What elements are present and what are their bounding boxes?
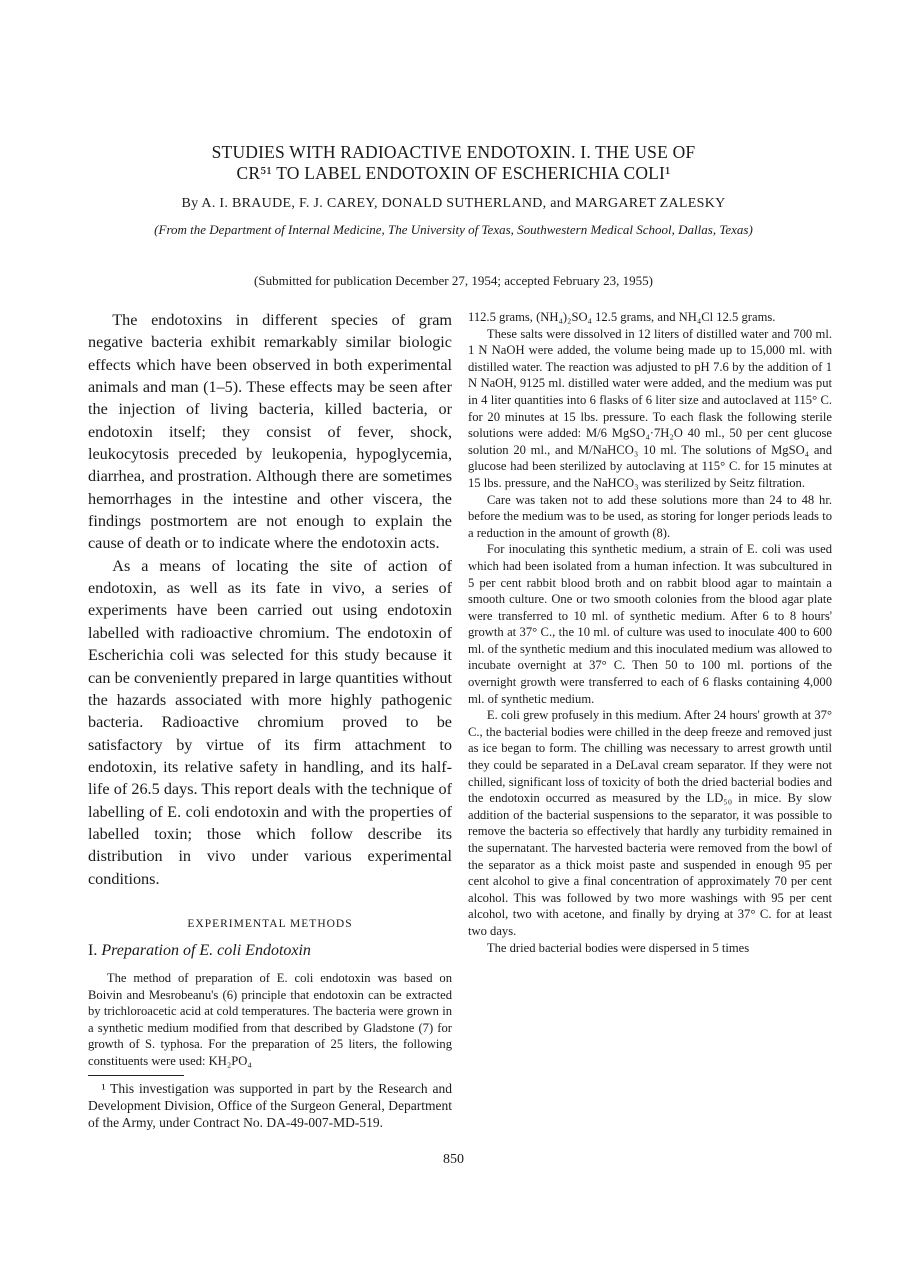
right-paragraph-6: The dried bacterial bodies were dispersed in 5 times [486, 940, 750, 955]
right-column [468, 309, 832, 956]
right-paragraph-2: These salts were dissolved in 12 liters of distilled water and 700 ml. 1 N NaOH were added, the volume being made up to 15,000 ml. with distilled water. The reaction was adjusted to pH 7.6 by the addition of 1 N NaOH, 9125 ml. distilled water were added, and the medium was put in 4 liter quantities into 6 flasks of 6 liter size and autoclaved at 115° C. for 20 minutes at 15 lbs. pressure. To each flask the following sterile solutions were added: M/6 MgSO₄·7H₂O 40 ml., 50 per cent glucose solution 20 ml., and M/NaHCO₃ 10 ml. The solutions of MgSO₄ and glucose had been sterilized by autoclaving at 115° C. for 15 minutes at 15 lbs. pressure, and the NaHCO₃ was sterilized by Seitz filtration. [468, 326, 832, 490]
footnote-divider [88, 1075, 184, 1076]
right-paragraph-1: 112.5 grams, (NH₄)₂SO₄ 12.5 grams, and NH₄Cl 12.5 grams. [468, 310, 776, 324]
subsection-number: I. [88, 941, 98, 959]
right-paragraph-3: Care was taken not to add these solutions more than 24 to 48 hr. before the medium was to be used, as storing for longer periods leads to a reduction in the amount of growth (8). [468, 492, 832, 540]
title-line-1: STUDIES WITH RADIOACTIVE ENDOTOXIN. I. THE USE OF [211, 142, 696, 162]
section-heading: EXPERIMENTAL METHODS [187, 917, 353, 930]
subsection-heading [88, 942, 452, 960]
right-paragraph-4: For inoculating this synthetic medium, a strain of E. coli was used which had been isolated from a human infection. It was subcultured in 5 per cent rabbit blood broth and on rabbit blood agar to maintain a smooth culture. One or two smooth colonies from the blood agar plate were transferred to 10 ml. of synthetic medium. After 6 to 8 hours' growth at 37° C., the 10 ml. of culture was used to inoculate 400 to 600 ml. of the synthetic medium and this inoculated medium was allowed to incubate overnight at 37° C. Then 50 to 100 ml. portions of the overnight growth were transferred to each of 6 flasks containing 4,000 ml. of synthetic medium. [468, 542, 832, 706]
footnote: ¹ This investigation was supported in part by the Research and Development Division, Office of the Surgeon General, Department of the Army, under Contract No. DA-49-007-MD-519. [88, 1080, 452, 1130]
page-number: 850 [443, 1152, 464, 1167]
article-title [120, 142, 787, 184]
intro-paragraph-2: As a means of locating the site of action of endotoxin, as well as its fate in vivo, a series of experiments have been carried out using endotoxin labelled with radioactive chromium. The endotoxin of Escherichia coli was selected for this study because it can be conveniently prepared in large quantities without the hazards associated with more highly pathogenic bacteria. Radioactive chromium proved to be satisfactory by virtue of its firm attachment to endotoxin, its relative safety in handling, and its half-life of 26.5 days. This report deals with the technique of labelling of E. coli endotoxin and with the properties of labelled toxin; those which follow describe its distribution in vivo under various experimental conditions. [88, 556, 452, 888]
subsection-title: Preparation of E. coli Endotoxin [101, 941, 311, 959]
introduction [88, 309, 452, 890]
submission-dates: (Submitted for publication December 27, 1954; accepted February 23, 1955) [254, 273, 653, 288]
title-line-2: CR⁵¹ TO LABEL ENDOTOXIN OF ESCHERICHIA COLI¹ [236, 163, 671, 183]
intro-paragraph-1: The endotoxins in different species of gram negative bacteria exhibit remarkably similar biologic effects which have been observed in both experimental animals and man (1–5). These effects may be seen after the injection of living bacteria, killed bacteria, or endotoxin itself; they consist of fever, shock, leukocytosis preceded by leukopenia, hypoglycemia, diarrhea, and prostration. Although there are sometimes hemorrhages in the intestine and other viscera, the findings postmortem are not enough to explain the cause of death or to indicate where the endotoxin acts. [88, 311, 452, 553]
left-column [88, 309, 452, 1131]
affiliation: (From the Department of Internal Medicine, The University of Texas, Southwestern Medical School, Dallas, Texas) [154, 222, 753, 237]
methods-text [88, 970, 452, 1070]
right-paragraph-5: E. coli grew profusely in this medium. After 24 hours' growth at 37° C., the bacterial bodies were chilled in the deep freeze and removed just as ice began to form. The chilling was necessary to arrest growth until they could be separated in a DeLaval cream separator. If they were not chilled, significant loss of toxicity of both the dried bacterial bodies and the endotoxin occurred as measured by the LD₅₀ in mice. By slow addition of the bacterial suspensions to the separator, it was possible to remove the bacteria so effectively that hardly any turbidity remained in the supernatant. The harvested bacteria were removed from the bowl of the separator as a thick moist paste and suspended in enough 95 per cent alcohol to give a final concentration of approximately 70 per cent alcohol. This was followed by two more washings with 95 per cent alcohol, two with acetone, and finally by drying at 37° C. for at least two days. [468, 708, 832, 938]
methods-paragraph: The method of preparation of E. coli endotoxin was based on Boivin and Mesrobeanu's (6) principle that endotoxin can be extracted by trichloroacetic acid at cold temperatures. The bacteria were grown in a synthetic medium modified from that described by Gladstone (7) for growth of S. typhosa. For the preparation of 25 liters, the following constituents were used: KH₂PO₄ [88, 970, 452, 1068]
author-list: By A. I. BRAUDE, F. J. CAREY, DONALD SUTHERLAND, and MARGARET ZALESKY [181, 196, 726, 211]
